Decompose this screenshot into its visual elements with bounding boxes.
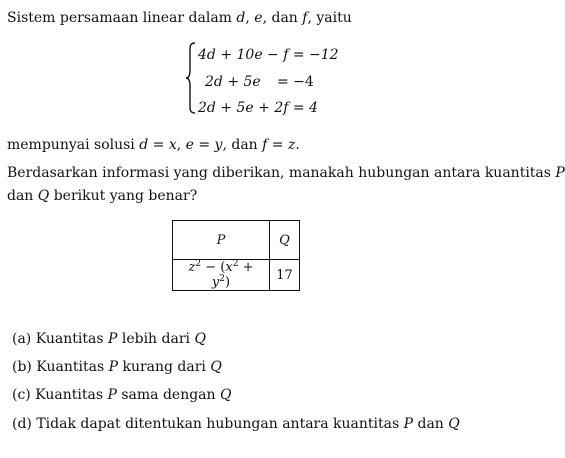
option-label: (a) bbox=[12, 331, 32, 347]
option-var-P: P bbox=[107, 387, 117, 403]
intro-suffix: , yaitu bbox=[307, 10, 352, 26]
option-text: kurang dari bbox=[118, 359, 211, 375]
equation-3: 2d + 5e + 2f = 4 bbox=[198, 100, 318, 116]
option-text: Kuantitas bbox=[35, 387, 108, 403]
option-d[interactable] bbox=[12, 415, 460, 433]
option-var-Q: Q bbox=[448, 416, 460, 432]
option-label: (c) bbox=[12, 387, 31, 403]
exp-x: 2 bbox=[232, 259, 239, 269]
option-text: Kuantitas bbox=[36, 359, 109, 375]
exp-z: 2 bbox=[195, 259, 202, 269]
option-var-Q: Q bbox=[210, 359, 222, 375]
option-b[interactable] bbox=[12, 358, 222, 376]
option-var-P: P bbox=[107, 331, 118, 347]
question-line-2 bbox=[7, 187, 197, 205]
expr-plus: + bbox=[238, 260, 254, 275]
solution-e: e = y bbox=[185, 137, 223, 153]
solution-sep1: , bbox=[176, 137, 186, 153]
solution-prefix: mempunyai solusi bbox=[7, 137, 140, 153]
intro-sep1: , bbox=[245, 10, 255, 26]
table-header-row bbox=[173, 221, 300, 260]
intro-prefix: Sistem persamaan linear dalam bbox=[7, 10, 237, 26]
solution-text bbox=[7, 136, 300, 154]
option-var-Q: Q bbox=[194, 331, 206, 347]
option-var-Q: Q bbox=[219, 387, 232, 403]
equation-system bbox=[185, 42, 345, 122]
solution-end: . bbox=[295, 137, 300, 153]
equation-2-rhs: = −4 bbox=[277, 74, 314, 90]
var-e: e bbox=[254, 10, 263, 26]
option-text: Tidak dapat ditentukan hubungan antara kuantitas bbox=[36, 416, 404, 432]
equation-1: 4d + 10e − f = −12 bbox=[198, 47, 339, 63]
question-var-P: P bbox=[555, 165, 565, 181]
question-line-1 bbox=[7, 164, 565, 182]
question-text-1: Berdasarkan informasi yang diberikan, manakah hubungan antara kuantitas bbox=[7, 165, 556, 181]
question-text-2: dan bbox=[7, 188, 38, 204]
var-d: d bbox=[236, 10, 246, 26]
expr-close: ) bbox=[225, 275, 231, 290]
option-text: dan bbox=[413, 416, 449, 432]
question-var-Q: Q bbox=[37, 188, 50, 204]
solution-sep2: , dan bbox=[222, 137, 263, 153]
option-label: (d) bbox=[12, 416, 32, 432]
header-Q: Q bbox=[270, 221, 300, 260]
expr-minus: − ( bbox=[201, 260, 226, 275]
option-a[interactable] bbox=[12, 330, 206, 348]
option-var-P: P bbox=[403, 416, 414, 432]
expr-z: z bbox=[188, 260, 196, 275]
equation-2-lhs: 2d + 5e bbox=[205, 74, 261, 90]
cell-P-expression bbox=[173, 260, 270, 291]
option-c[interactable] bbox=[12, 386, 231, 404]
quantity-table bbox=[172, 220, 300, 291]
intro-text bbox=[7, 9, 352, 27]
option-text: Kuantitas bbox=[35, 331, 108, 347]
var-f: f bbox=[302, 10, 308, 26]
exp-y: 2 bbox=[219, 274, 225, 284]
option-text: lebih dari bbox=[117, 331, 195, 347]
option-label: (b) bbox=[12, 359, 32, 375]
cell-Q-value: 17 bbox=[270, 260, 300, 291]
question-text-3: berikut yang benar? bbox=[49, 188, 198, 204]
solution-f: f = z bbox=[262, 137, 296, 153]
intro-sep2: , dan bbox=[262, 10, 303, 26]
solution-d: d = x bbox=[139, 137, 177, 153]
expr-y: y bbox=[211, 275, 220, 290]
option-var-P: P bbox=[108, 359, 119, 375]
option-text: sama dengan bbox=[116, 387, 220, 403]
expr-x: x bbox=[225, 260, 233, 275]
header-P: P bbox=[173, 221, 270, 260]
table-row bbox=[173, 260, 300, 291]
left-brace-icon bbox=[185, 42, 197, 114]
